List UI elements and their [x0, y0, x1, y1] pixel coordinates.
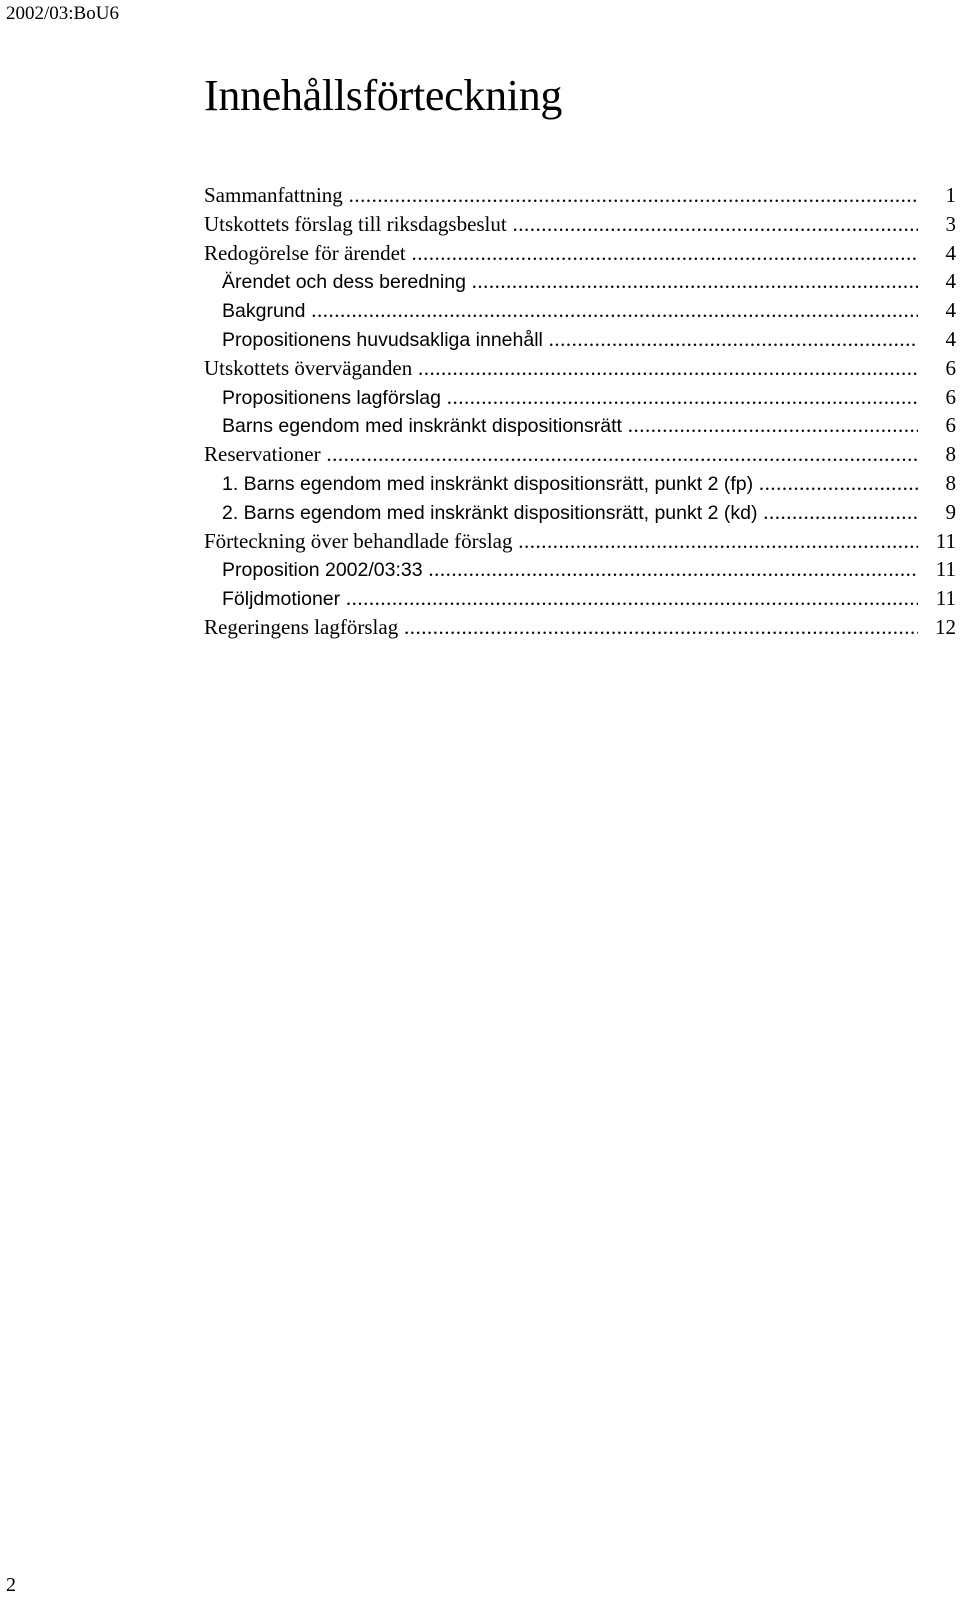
toc-entry[interactable]	[204, 613, 956, 642]
toc-entry-label: Propositionens lagförslag	[222, 386, 441, 409]
toc-entry-page: 12	[918, 613, 956, 642]
toc-entry-page: 6	[918, 354, 956, 383]
toc-entry-page: 8	[918, 469, 956, 498]
toc-entry-page: 4	[918, 239, 956, 268]
toc-entry-label: Bakgrund	[222, 300, 306, 323]
toc-entry-label: Redogörelse för ärendet	[204, 240, 406, 265]
page-number: 2	[6, 1574, 16, 1596]
toc-entry[interactable]	[204, 181, 956, 210]
toc-entry[interactable]	[204, 210, 956, 239]
table-of-contents	[204, 181, 956, 642]
toc-entry-page: 4	[918, 267, 956, 296]
toc-entry-label: Proposition 2002/03:33	[222, 559, 423, 582]
toc-entry-label: Utskottets förslag till riksdagsbeslut	[204, 211, 507, 236]
toc-entry-leader	[204, 354, 918, 383]
toc-entry-label: Sammanfattning	[204, 183, 343, 207]
toc-entry[interactable]	[204, 555, 956, 584]
toc-entry-page: 1	[918, 181, 956, 210]
toc-entry[interactable]	[204, 239, 956, 268]
toc-entry-leader	[204, 181, 918, 210]
toc-entry[interactable]	[204, 469, 956, 498]
toc-entry-page: 4	[918, 325, 956, 354]
toc-entry[interactable]	[204, 354, 956, 383]
toc-entry[interactable]	[204, 325, 956, 354]
toc-entry-leader	[204, 210, 918, 239]
toc-entry-label: Reservationer	[204, 442, 321, 467]
toc-entry-leader	[204, 440, 918, 469]
toc-entry-page: 11	[918, 584, 956, 613]
toc-entry-leader	[222, 469, 918, 499]
toc-entry-leader	[222, 383, 918, 413]
toc-entry-label: Utskottets överväganden	[204, 355, 413, 380]
page-title: Innehållsförteckning	[204, 71, 563, 120]
toc-entry[interactable]	[204, 267, 956, 296]
toc-entry[interactable]	[204, 527, 956, 556]
toc-entry[interactable]	[204, 296, 956, 325]
toc-entry-page: 6	[918, 411, 956, 440]
toc-entry-label: Förteckning över behandlade förslag	[204, 528, 513, 553]
toc-entry-label: Ärendet och dess beredning	[222, 271, 466, 294]
toc-entry-page: 11	[918, 527, 956, 556]
toc-entry-leader	[222, 498, 918, 528]
toc-entry-label: Regeringens lagförslag	[204, 614, 399, 639]
toc-entry-leader	[222, 267, 918, 297]
toc-entry[interactable]	[204, 584, 956, 613]
toc-entry-label: Följdmotioner	[222, 588, 341, 611]
toc-entry-leader	[222, 411, 918, 441]
toc-entry-page: 11	[918, 555, 956, 584]
toc-entry-leader	[204, 613, 918, 642]
toc-entry-leader	[204, 239, 918, 268]
toc-entry-leader	[222, 296, 918, 326]
toc-entry-leader	[204, 527, 918, 556]
toc-entry-page: 3	[918, 210, 956, 239]
toc-entry-label: 2. Barns egendom med inskränkt dispositionsrätt, punkt 2 (kd)	[222, 501, 758, 524]
toc-entry[interactable]	[204, 411, 956, 440]
toc-entry-leader	[222, 325, 918, 355]
toc-entry-page: 4	[918, 296, 956, 325]
toc-entry-label: Propositionens huvudsakliga innehåll	[222, 328, 543, 351]
toc-entry-leader	[222, 555, 918, 585]
toc-entry-page: 6	[918, 383, 956, 412]
toc-entry[interactable]	[204, 440, 956, 469]
toc-entry-label: Barns egendom med inskränkt dispositionsrätt	[222, 415, 622, 438]
toc-entry[interactable]	[204, 383, 956, 412]
toc-entry-label: 1. Barns egendom med inskränkt dispositionsrätt, punkt 2 (fp)	[222, 472, 754, 495]
toc-entry-page: 8	[918, 440, 956, 469]
toc-entry-leader	[222, 584, 918, 614]
toc-entry[interactable]	[204, 498, 956, 527]
toc-entry-page: 9	[918, 498, 956, 527]
document-id: 2002/03:BoU6	[6, 3, 119, 24]
